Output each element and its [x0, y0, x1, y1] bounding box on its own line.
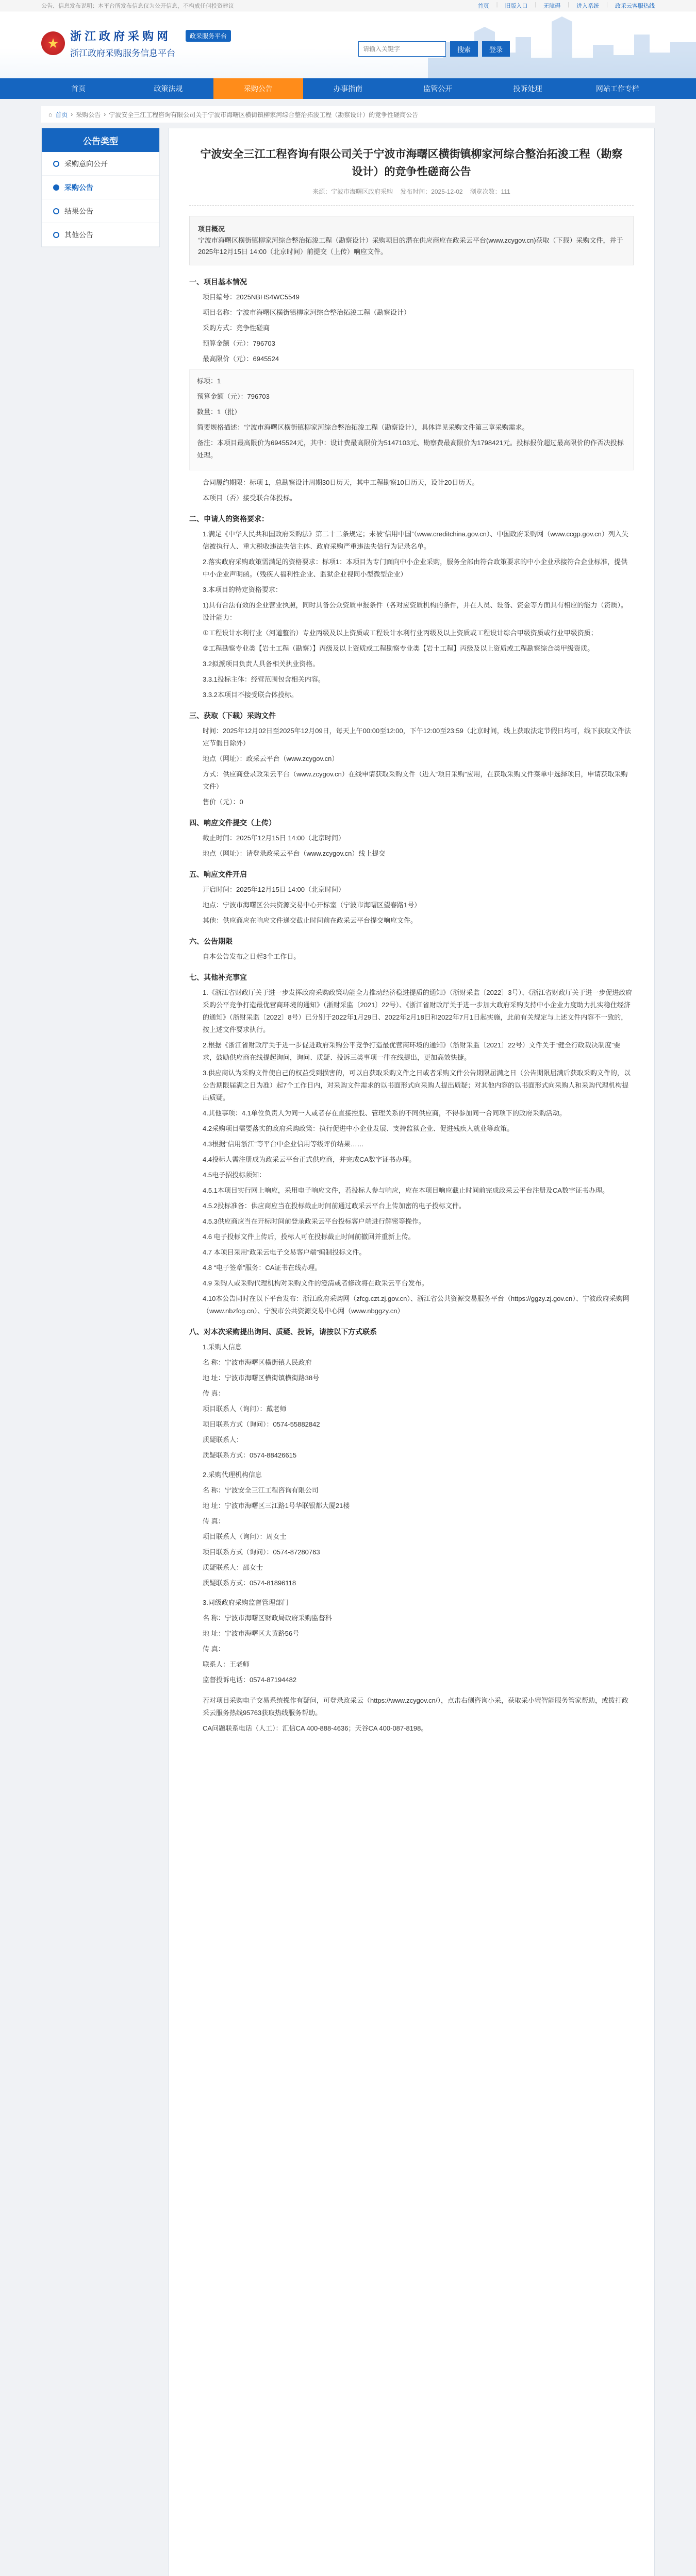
meta-item: 浏览次数：111 [470, 188, 510, 195]
meta-item: 发布时间：2025-12-02 [400, 188, 463, 195]
project-summary [189, 216, 634, 265]
emblem-icon: ★ [41, 31, 65, 55]
sidebar [41, 128, 160, 247]
topbar-links [478, 2, 655, 10]
radio-icon [53, 184, 59, 191]
paragraph: 4.8 “电子签章”服务：CA证书在线办理。 [203, 1264, 322, 1272]
paragraph: 地点（网址）：请登录政采云平台（www.zcygov.cn）线上提交 [203, 850, 386, 857]
paragraph: 采购方式：竞争性磋商 [203, 324, 270, 332]
contact-line: 地 址：宁波市海曙区横街镇横街路38号 [203, 1374, 320, 1382]
contact-line: 质疑联系方式：0574-88426615 [203, 1451, 297, 1459]
paragraph: 3.3.1投标主体：经营范围包含相关内容。 [203, 675, 325, 683]
site-header [0, 11, 696, 78]
radio-icon [53, 161, 59, 167]
sidebar-item[interactable] [42, 199, 159, 223]
section-heading: 八、对本次采购提出询问、质疑、投诉，请按以下方式联系 [189, 1328, 377, 1336]
paragraph: 4.5电子招投标须知： [203, 1171, 266, 1179]
sidebar-item-label: 采购公告 [64, 183, 93, 192]
paragraph: 标项：1 [197, 377, 221, 385]
paragraph: 4.4投标人需注册成为政采云平台正式供应商，并完成CA数字证书办理。 [203, 1156, 416, 1163]
separator: | [606, 1, 608, 8]
contact-line: 质疑联系方式：0574-81896118 [203, 1579, 296, 1587]
paragraph: 4.2采购项目需要落实的政府采购政策：执行促进中小企业发展、支持监狱企业、促进残疾人就业等政策。 [203, 1125, 514, 1132]
paragraph: 4.5.3供应商应当在开标时间前登录政采云平台投标客户端进行解密等操作。 [203, 1217, 425, 1225]
paragraph: 截止时间：2025年12月15日 14:00（北京时间） [203, 834, 345, 842]
topbar-link[interactable]: 无障碍 [543, 3, 561, 9]
section-heading: 三、获取（下载）采购文件 [189, 711, 276, 720]
section-heading: 七、其他补充事宜 [189, 973, 247, 981]
contact-line: 传 真： [203, 1517, 225, 1525]
paragraph: 地点：宁波市海曙区公共资源交易中心开标室（宁波市海曙区望春路1号） [203, 901, 421, 909]
platform-badge: 政采服务平台 [186, 30, 231, 42]
contact-line: 传 真： [203, 1645, 225, 1653]
main-nav [0, 78, 696, 99]
contact-title: 1.采购人信息 [203, 1343, 242, 1351]
radio-icon [53, 208, 59, 214]
paragraph: 1.满足《中华人民共和国政府采购法》第二十二条规定；未被“信用中国”（www.creditchina.gov.cn）、中国政府采购网（www.ccgp.gov.cn）列入失信被执行人、重大税收违法失信主体、政府采购严重违法失信行为记录名单。 [203, 530, 628, 550]
contact-line: 名 称：宁波安全三江工程咨询有限公司 [203, 1486, 319, 1494]
meta-item: 来源：宁波市海曙区政府采购 [312, 188, 393, 195]
paragraph: 项目名称：宁波市海曙区横街镇柳家河综合整治拓浚工程（勘察设计） [203, 309, 411, 316]
contact-line: 质疑联系人： [203, 1436, 243, 1444]
paragraph: 4.6 电子投标文件上传后，投标人可在投标截止时间前撤回并重新上传。 [203, 1233, 415, 1241]
topbar-link[interactable]: 首页 [477, 3, 489, 9]
paragraph: 自本公告发布之日起3个工作日。 [203, 953, 301, 960]
contact-line: 项目联系人（询问）：戴老师 [203, 1405, 287, 1413]
paragraph: 4.其他事项：4.1单位负责人为同一人或者存在直接控股、管理关系的不同供应商，不得参加同一合同项下的政府采购活动。 [203, 1109, 566, 1117]
home-icon: ⌂ [48, 111, 53, 118]
summary-title: 项目概况 [198, 225, 225, 233]
section-heading: 二、申请人的资格要求： [189, 515, 269, 523]
paragraph: 备注：本项目最高限价为6945524元，其中：设计费最高限价为5147103元、勘察费最高限价为1798421元。投标报价超过最高限价的作否决投标处理。 [197, 439, 624, 459]
paragraph: 合同履约期限：标项 1，总勘察设计周期30日历天，其中工程勘察10日历天，设计20日历天。 [203, 479, 479, 486]
paragraph: 其他：供应商应在响应文件递交截止时间前在政采云平台提交响应文件。 [203, 917, 418, 924]
paragraph: 2.根据《浙江省财政厅关于进一步促进政府采购公平竞争打造最优营商环境的通知》（浙财采监〔2021〕22号）文件关于“健全行政裁决制度”要求，鼓励供应商在线提起询问，询问、质疑、投诉三类事项一律在线提出，更加高效快捷。 [203, 1041, 621, 1061]
sidebar-item[interactable] [42, 223, 159, 247]
paragraph: 3.本项目的特定资格要求： [203, 586, 282, 594]
paragraph: ②工程勘察专业类【岩土工程（勘察）】丙级及以上资质或工程勘察专业类【岩土工程】丙级及以上资质或工程勘察综合类甲级资质。 [203, 645, 594, 652]
package-details [189, 369, 634, 470]
article-meta [189, 187, 634, 196]
search-input[interactable] [358, 41, 446, 57]
nav-item[interactable]: 办事指南 [333, 84, 362, 93]
nav-item[interactable]: 监管公开 [423, 84, 453, 93]
paragraph: 4.5.1本项目实行网上响应，采用电子响应文件，若投标人参与响应，应在本项目响应截止时间前完成政采云平台注册及CA数字证书办理。 [203, 1187, 609, 1194]
paragraph: 本项目（否）接受联合体投标。 [203, 494, 297, 502]
paragraph: 预算金额（元）：796703 [203, 340, 275, 347]
paragraph: 4.7 本项目采用“政采云电子交易客户端”编制投标文件。 [203, 1248, 366, 1256]
paragraph: 最高限价（元）：6945524 [203, 355, 279, 363]
radio-icon [53, 232, 59, 238]
section-heading: 五、响应文件开启 [189, 870, 247, 878]
breadcrumb-section[interactable]: 采购公告 [76, 111, 101, 118]
topbar [0, 0, 696, 11]
paragraph: 1)具有合法有效的企业营业执照，同时具备公众资质申报条件（各对应资质机构的条件，并在人员、设备、资金等方面具有相应的能力（资质）。设计能力： [203, 601, 628, 621]
contact-line: 质疑联系人：邵女士 [203, 1564, 263, 1571]
article-body [189, 276, 634, 1735]
breadcrumb: ⌂ 首页 › 采购公告 › 宁波安全三江工程咨询有限公司关于宁波市海曙区横街镇柳家河综合整治拓浚工程（勘察设计）的竞争性磋商公告 [41, 106, 655, 123]
paragraph: 地点（网址）：政采云平台（www.zcygov.cn） [203, 755, 339, 762]
nav-item[interactable]: 投诉处理 [513, 84, 542, 93]
contact-line: 联系人：王老师 [203, 1660, 250, 1668]
sidebar-item[interactable] [42, 176, 159, 199]
paragraph: 项目编号：2025NBHS4WC5549 [203, 293, 300, 301]
contact-title: 2.采购代理机构信息 [203, 1471, 262, 1479]
site-logo[interactable] [41, 28, 231, 59]
nav-item[interactable]: 网站工作专栏 [595, 84, 639, 93]
separator: | [568, 1, 570, 8]
paragraph: 数量：1（批） [197, 408, 241, 416]
sidebar-item-label: 结果公告 [64, 207, 93, 215]
nav-item[interactable]: 首页 [71, 84, 86, 93]
paragraph: 4.10本公告同时在以下平台发布：浙江政府采购网（zfcg.czt.zj.gov.cn）、浙江省公共资源交易服务平台（https://ggzy.zj.gov.cn）、宁波政府采购网（www.nbzfcg.cn）、宁波市公共资源交易中心网（www.nbggzy.cn） [203, 1295, 629, 1315]
article [168, 128, 655, 2576]
paragraph: CA问题联系电话（人工）：汇信CA 400-888-4636；天谷CA 400-087-8198。 [203, 1724, 428, 1732]
site-title: 浙江政府采购网 [70, 30, 172, 43]
login-button[interactable]: 登录 [482, 41, 510, 57]
sidebar-item[interactable] [42, 152, 159, 176]
contact-block [189, 1469, 634, 1589]
nav-item[interactable]: 政策法规 [154, 84, 183, 93]
paragraph: 3.3.2本项目不接受联合体投标。 [203, 691, 298, 699]
paragraph: 4.3根据“信用浙江”等平台中企业信用等级评价结果…… [203, 1140, 364, 1148]
section-heading: 四、响应文件提交（上传） [189, 819, 276, 827]
paragraph: 1.《浙江省财政厅关于进一步发挥政府采购政策功能全力推动经济稳进提质的通知》（浙财采监〔2022〕3号）、《浙江省财政厅关于进一步促进政府采购公平竞争打造最优营商环境的通知》（浙财采监〔2021〕22号）、《浙江省财政厅关于进一步加大政府采购支持中小企业力度助力扎实稳住经济的通知》（浙财采监〔2022〕8号）已分别于2022年1月29日、2022年2月18日和2022年7月1日起实施，此前有关规定与上述文件内容不一致的，按上述文件要求执行。 [203, 989, 633, 1033]
breadcrumb-home[interactable]: 首页 [55, 111, 68, 118]
contact-line: 名 称：宁波市海曙区横街镇人民政府 [203, 1359, 312, 1366]
contact-line: 监督投诉电话：0574-87194482 [203, 1676, 297, 1684]
sidebar-title: 公告类型 [42, 128, 159, 152]
paragraph: 4.5.2投标准备：供应商应当在投标截止时间前通过政采云平台上传加密的电子投标文件。 [203, 1202, 466, 1210]
contact-title: 3.同级政府采购监督管理部门 [203, 1599, 289, 1606]
contact-line: 项目联系人（询问）：周女士 [203, 1533, 287, 1540]
paragraph: 3.供应商认为采购文件使自己的权益受到损害的，可以自获取采购文件之日或者采购文件公告期限届满之日（公告期限届满后获取采购文件的，以公告期限届满之日为准）起7个工作日内，对采购文件需求的以书面形式向采购人提出质疑；对其他内容的以书面形式向采购人和采购代理机构提出质疑。 [203, 1069, 631, 1101]
sidebar-item-label: 采购意向公开 [64, 159, 108, 168]
article-title: 宁波安全三江工程咨询有限公司关于宁波市海曙区横街镇柳家河综合整治拓浚工程（勘察设计）的竞争性磋商公告 [200, 148, 623, 178]
paragraph: 简要规格描述：宁波市海曙区横街镇柳家河综合整治拓浚工程（勘察设计），具体详见采购文件第三章采购需求。 [197, 423, 529, 431]
topbar-notice: 公告、信息发布说明：本平台所发布信息仅为公开信息，不构成任何投资建议 [41, 3, 234, 9]
contact-block [189, 1341, 634, 1462]
paragraph: 4.9 采购人或采购代理机构对采购文件的澄清或者修改将在政采云平台发布。 [203, 1279, 428, 1287]
contact-line: 项目联系方式（询问）：0574-87280763 [203, 1548, 320, 1556]
paragraph: 售价（元）：0 [203, 798, 243, 806]
paragraph: 3.2拟派项目负责人具备相关执业资格。 [203, 660, 320, 668]
contact-line: 传 真： [203, 1389, 225, 1397]
paragraph: 方式：供应商登录政采云平台（www.zcygov.cn）在线申请获取采购文件（进入“项目采购”应用，在获取采购文件菜单中选择项目，申请获取采购文件） [203, 770, 628, 790]
site-subtitle: 浙江政府采购服务信息平台 [70, 48, 175, 58]
breadcrumb-current: 宁波安全三江工程咨询有限公司关于宁波市海曙区横街镇柳家河综合整治拓浚工程（勘察设计）的竞争性磋商公告 [109, 111, 419, 118]
separator: | [535, 1, 537, 8]
summary-text: 宁波市海曙区横街镇柳家河综合整治拓浚工程（勘察设计）采购项目的潜在供应商应在政采云平台(www.zcygov.cn)获取（下载）采购文件，并于2025年12月15日 14:00（北京时间）前提交（上传）响应文件。 [198, 236, 623, 256]
contact-line: 地 址：宁波市海曙区三江路1号华联银都大厦21楼 [203, 1502, 350, 1510]
search-area [358, 41, 510, 57]
contact-line: 地 址：宁波市海曙区大黄路56号 [203, 1630, 300, 1637]
paragraph: ①工程设计水利行业（河道整治）专业丙级及以上资质或工程设计水利行业丙级及以上资质或工程设计综合甲级资质或行业甲级资质； [203, 629, 598, 637]
paragraph: 若对项目采购电子交易系统操作有疑问，可登录政采云（https://www.zcygov.cn/），点击右侧咨询小采，获取采小蜜智能服务管家帮助，或拨打政采云服务热线95763获取热线服务帮助。 [203, 1697, 629, 1717]
paragraph: 2.落实政府采购政策需满足的资格要求：标项1：本项目为专门面向中小企业采购，服务全部由符合政策要求的中小企业承接符合企业标准，提供中小企业声明函。（残疾人福利性企业、监狱企业视同小型微型企业） [203, 558, 628, 578]
section-heading: 一、项目基本情况 [189, 278, 247, 286]
paragraph: 时间：2025年12月02日至2025年12月09日，每天上午00:00至12:00，下午12:00至23:59（北京时间，线上获取法定节假日均可，线下获取文件法定节假日除外） [203, 727, 631, 747]
paragraph: 开启时间：2025年12月15日 14:00（北京时间） [203, 886, 345, 893]
nav-item[interactable]: 采购公告 [213, 78, 303, 99]
section-heading: 六、公告期限 [189, 937, 233, 945]
sidebar-item-label: 其他公告 [64, 230, 93, 239]
search-button[interactable]: 搜索 [450, 41, 478, 57]
contact-block [189, 1597, 634, 1686]
contact-line: 名 称：宁波市海曙区财政局政府采购监督科 [203, 1614, 332, 1622]
separator: | [496, 1, 498, 8]
paragraph: 预算金额（元）：796703 [197, 393, 270, 400]
contact-line: 项目联系方式（询问）：0574-55882842 [203, 1420, 320, 1428]
topbar-link[interactable]: 政采云客服热线 [615, 3, 655, 9]
topbar-link[interactable]: 旧版入口 [505, 3, 528, 9]
topbar-link[interactable]: 进入系统 [576, 3, 600, 9]
